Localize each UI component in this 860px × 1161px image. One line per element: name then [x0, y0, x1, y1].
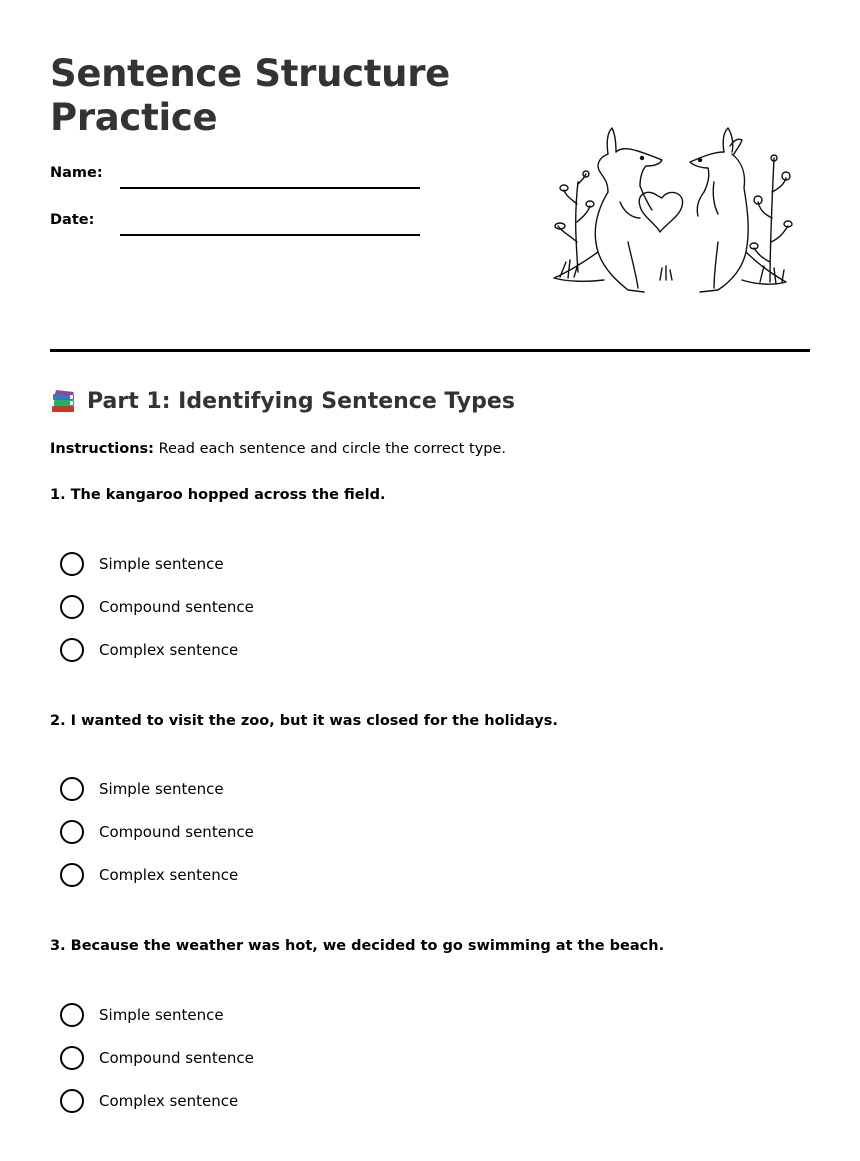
radio-circle[interactable] — [60, 1003, 84, 1027]
option-label: Complex sentence — [99, 1092, 239, 1110]
q1-option-compound[interactable] — [60, 594, 254, 620]
question-1: 1. The kangaroo hopped across the field. — [50, 487, 386, 503]
q2-option-simple[interactable] — [60, 776, 224, 802]
date-field[interactable] — [120, 234, 420, 236]
radio-circle[interactable] — [60, 863, 84, 887]
instructions — [50, 441, 506, 457]
radio-circle[interactable] — [60, 777, 84, 801]
option-label: Compound sentence — [99, 598, 254, 616]
q2-option-complex[interactable] — [60, 862, 238, 888]
instructions-label: Instructions: — [50, 441, 154, 457]
option-label: Compound sentence — [99, 1049, 254, 1067]
radio-circle[interactable] — [60, 1089, 84, 1113]
option-label: Simple sentence — [99, 780, 224, 798]
q3-option-compound[interactable] — [60, 1045, 254, 1071]
radio-circle[interactable] — [60, 820, 84, 844]
books-icon — [50, 388, 78, 414]
section-divider — [50, 349, 810, 352]
instructions-text: Read each sentence and circle the correct type. — [153, 441, 507, 457]
q1-option-simple[interactable] — [60, 551, 224, 577]
question-2: 2. I wanted to visit the zoo, but it was closed for the holidays. — [50, 713, 558, 729]
q1-option-complex[interactable] — [60, 637, 238, 663]
q2-option-compound[interactable] — [60, 819, 254, 845]
q3-option-simple[interactable] — [60, 1002, 224, 1028]
name-label: Name: — [50, 165, 103, 181]
question-3: 3. Because the weather was hot, we decided to go swimming at the beach. — [50, 938, 665, 954]
option-label: Simple sentence — [99, 1006, 224, 1024]
radio-circle[interactable] — [60, 595, 84, 619]
q3-option-complex[interactable] — [60, 1088, 238, 1114]
date-label: Date: — [50, 212, 95, 228]
page-title: Sentence Structure Practice — [50, 52, 450, 139]
option-label: Compound sentence — [99, 823, 254, 841]
name-field[interactable] — [120, 187, 420, 189]
kangaroos-illustration — [548, 122, 796, 298]
option-label: Complex sentence — [99, 866, 239, 884]
radio-circle[interactable] — [60, 552, 84, 576]
part1-heading — [50, 388, 515, 414]
option-label: Complex sentence — [99, 641, 239, 659]
part1-heading-text: Part 1: Identifying Sentence Types — [87, 388, 515, 414]
option-label: Simple sentence — [99, 555, 224, 573]
radio-circle[interactable] — [60, 1046, 84, 1070]
radio-circle[interactable] — [60, 638, 84, 662]
